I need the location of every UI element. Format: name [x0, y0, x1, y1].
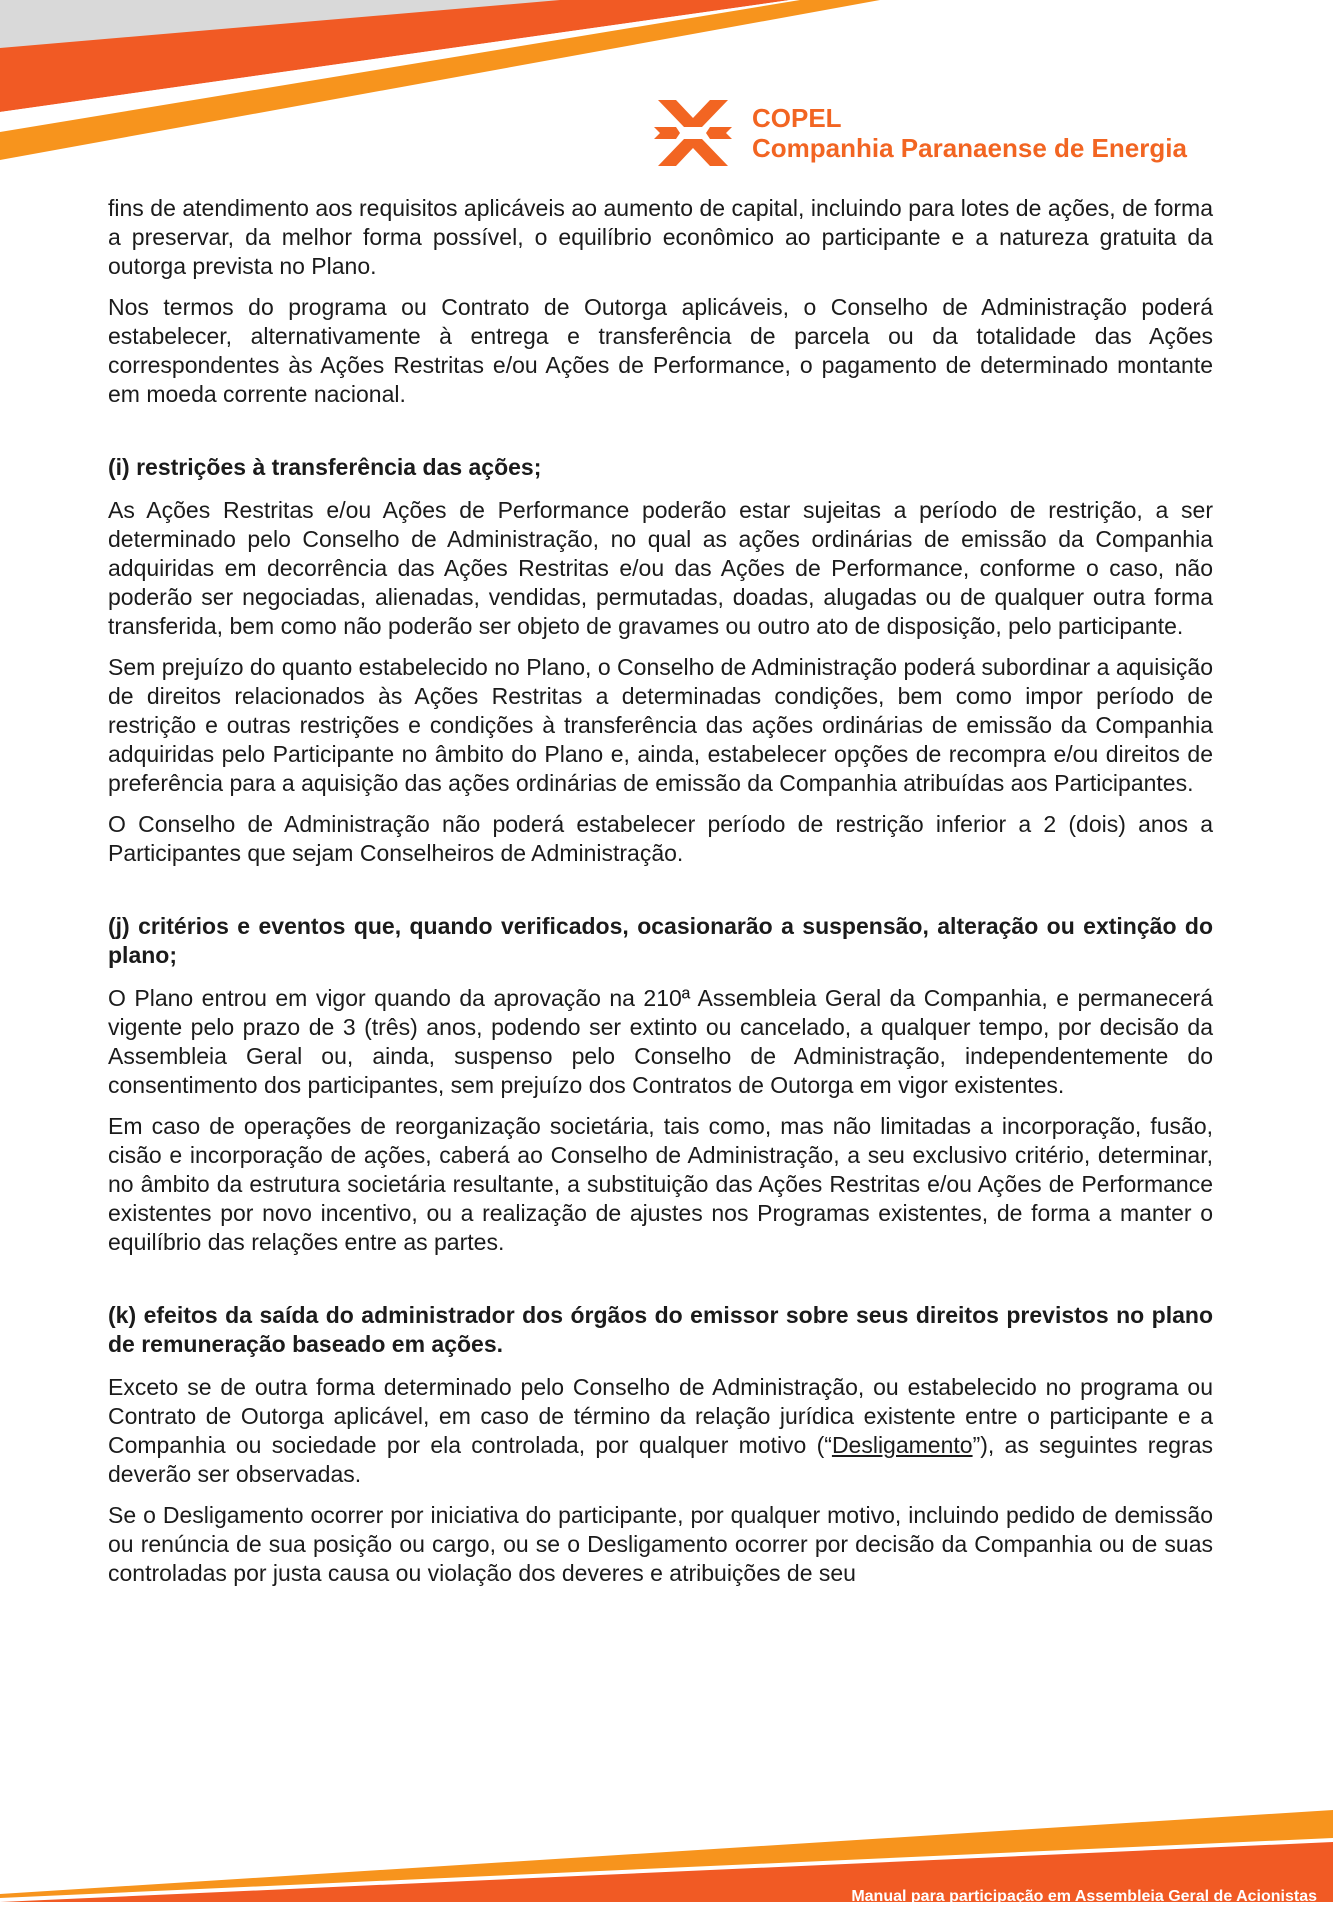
document-body: [108, 194, 1213, 1600]
section-heading-i: (i) restrições à transferência das ações;: [108, 454, 542, 480]
paragraph: Nos termos do programa ou Contrato de Outorga aplicáveis, o Conselho de Administração poderá estabelecer, alternativamente à entrega e transferência de parcela ou da totalidade das Ações correspondentes às Ações Restritas e/ou Ações de Performance, o pagamento de determinado montante em moeda corrente nacional.: [108, 294, 1213, 407]
copel-logo-icon: [654, 96, 732, 170]
paragraph: As Ações Restritas e/ou Ações de Performance poderão estar sujeitas a período de restrição, a ser determinado pelo Conselho de Administração, no qual as ações ordinárias de emissão da Companhia adquiridas em decorrência das Ações Restritas e/ou das Ações de Performance, conforme o caso, não poderão ser negociadas, alienadas, vendidas, permutadas, doadas, alugadas ou de qualquer outra forma transferida, bem como não poderão ser objeto de gravames ou outro ato de disposição, pelo participante.: [108, 497, 1213, 639]
logo-name: COPEL: [752, 103, 842, 133]
footer-text: Manual para participação em Assembleia Geral de Acionistas: [851, 1888, 1317, 1905]
defined-term: Desligamento: [831, 1432, 973, 1458]
paragraph-text: Exceto se de outra forma determinado pelo Conselho de Administração, ou estabelecido no programa ou Contrato de Outorga aplicável, em caso de término da relação jurídica existente entre o participante e a Companhia ou sociedade por ela controlada, por qualquer motivo (“: [108, 1374, 1213, 1458]
section-heading-k: (k) efeitos da saída do administrador dos órgãos do emissor sobre seus direitos previstos no plano de remuneração baseado em ações.: [108, 1302, 1213, 1357]
paragraph: fins de atendimento aos requisitos aplicáveis ao aumento de capital, incluindo para lotes de ações, de forma a preservar, da melhor forma possível, o equilíbrio econômico ao participante e a natureza gratuita da outorga prevista no Plano.: [108, 195, 1213, 279]
logo-full-name: Companhia Paranaense de Energia: [752, 133, 1187, 163]
paragraph-text: ”), as seguintes regras deverão ser observadas.: [108, 1432, 1213, 1487]
paragraph: Se o Desligamento ocorrer por iniciativa do participante, por qualquer motivo, incluindo pedido de demissão ou renúncia de sua posição ou cargo, ou se o Desligamento ocorrer por decisão da Companhia ou de suas controladas por justa causa ou violação dos deveres e atribuições de seu: [108, 1502, 1213, 1586]
paragraph: [108, 1373, 1213, 1489]
section-heading-j: (j) critérios e eventos que, quando verificados, ocasionarão a suspensão, alteração ou extinção do plano;: [108, 913, 1213, 968]
paragraph: O Conselho de Administração não poderá estabelecer período de restrição inferior a 2 (dois) anos a Participantes que sejam Conselheiros de Administração.: [108, 811, 1213, 866]
company-logo: [654, 96, 1187, 170]
paragraph: Em caso de operações de reorganização societária, tais como, mas não limitadas a incorporação, fusão, cisão e incorporação de ações, caberá ao Conselho de Administração, a seu exclusivo critério, determinar, no âmbito da estrutura societária resultante, a substituição das Ações Restritas e/ou Ações de Performance existentes por novo incentivo, ou a realização de ajustes nos Programas existentes, de forma a manter o equilíbrio das relações entre as partes.: [108, 1113, 1213, 1255]
paragraph: Sem prejuízo do quanto estabelecido no Plano, o Conselho de Administração poderá subordinar a aquisição de direitos relacionados às Ações Restritas a determinadas condições, bem como impor período de restrição e outras restrições e condições à transferência das ações ordinárias de emissão da Companhia adquiridas pelo Participante no âmbito do Plano e, ainda, estabelecer opções de recompra e/ou direitos de preferência para a aquisição das ações ordinárias de emissão da Companhia atribuídas aos Participantes.: [108, 654, 1213, 796]
paragraph: O Plano entrou em vigor quando da aprovação na 210ª Assembleia Geral da Companhia, e permanecerá vigente pelo prazo de 3 (três) anos, podendo ser extinto ou cancelado, a qualquer tempo, por decisão da Assembleia Geral ou, ainda, suspenso pelo Conselho de Administração, independentemente do consentimento dos participantes, sem prejuízo dos Contratos de Outorga em vigor existentes.: [108, 985, 1213, 1098]
footer-decoration: [0, 1790, 1333, 1902]
